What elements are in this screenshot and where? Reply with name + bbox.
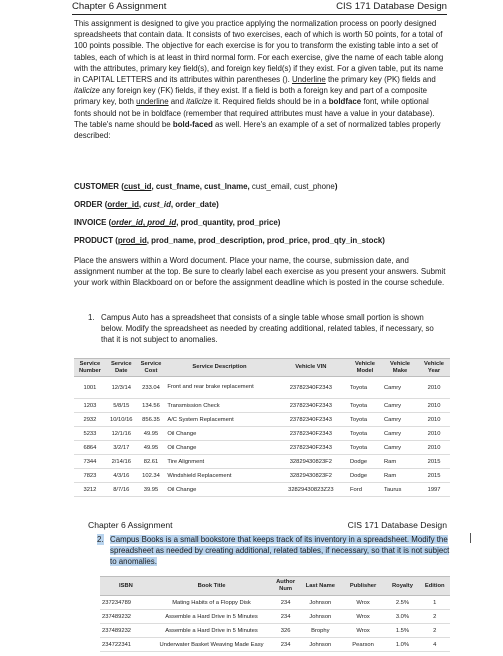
- cell: Toyota: [348, 413, 382, 427]
- col-edition: Edition: [419, 577, 450, 596]
- cell: 2015: [418, 455, 450, 469]
- cell: 326: [271, 624, 300, 638]
- cell: Camry: [382, 427, 418, 441]
- cell: Assemble a Hard Drive in 5 Minutes: [152, 624, 271, 638]
- cell: Camry: [382, 399, 418, 413]
- books-spreadsheet: [100, 576, 450, 652]
- schema-order-pk: order_id: [107, 200, 139, 209]
- col-royalty: Royalty: [385, 577, 419, 596]
- schema-product: PRODUCT (prod_id, prod_name, prod_description, prod_price, prod_qty_in_stock): [74, 236, 385, 245]
- cell: 134.56: [137, 399, 166, 413]
- table-row: [74, 483, 450, 497]
- cell: Ram: [382, 469, 418, 483]
- header-2-course: CIS 171 Database Design: [347, 520, 447, 530]
- schema-customer-close: ): [334, 182, 338, 191]
- intro-text-1: This assignment is designed to give you practice applying the normalization process on poorly designed spreadsheets that contain data. It consists of two exercises, each of which is worth 50 points, for a total of 100 points possible. The objective for each exercise is for you to transform the existing table into a set of tables, each of which is at least in third normal form. For each exercise, give the name of each table along with the attributes, primary key field(s), and foreign key field(s) if they exist. For a given table, put its name in CAPITAL LETTERS and its attributes within parentheses ().: [74, 19, 444, 85]
- header-course: CIS 171 Database Design: [336, 1, 447, 12]
- text-cursor: [470, 533, 471, 543]
- col-last-name: Last Name: [300, 577, 341, 596]
- intro-paragraph: [74, 18, 447, 141]
- cell: 2015: [418, 469, 450, 483]
- intro-text-and: and: [168, 97, 187, 107]
- cell: Wrox: [341, 596, 386, 610]
- schema-invoice-pk1: order_id: [111, 218, 143, 227]
- cell: 2010: [418, 399, 450, 413]
- cell: Transmission Check: [165, 399, 273, 413]
- cell: Front and rear brake replacement: [165, 377, 273, 399]
- cell: 234722341: [100, 638, 152, 652]
- intro-text-5: font, while optional fonts should not be in boldface (remember that required attributes must have a value in your database). The table's name should be: [74, 97, 435, 129]
- cell: 32829430823Z23: [274, 483, 348, 497]
- cell: 6864: [74, 441, 106, 455]
- cell: 233.04: [137, 377, 166, 399]
- table-row: [100, 638, 450, 652]
- intro-text-3: any foreign key (FK) fields, if they exist. If a field is both a foreign key and part of a composite primary key, both: [74, 86, 428, 107]
- schema-product-fields: , prod_name, prod_description, prod_price, prod_qty_in_stock): [146, 236, 385, 245]
- table-row: [100, 596, 450, 610]
- cell: 2: [419, 610, 450, 624]
- col-vehicle-vin: Vehicle VIN: [274, 359, 348, 377]
- schema-invoice-pk2: prod_id: [147, 218, 177, 227]
- cell: Toyota: [348, 427, 382, 441]
- cell: A/C System Replacement: [165, 413, 273, 427]
- cell: 1997: [418, 483, 450, 497]
- cell: 23782340F2343: [274, 427, 348, 441]
- cell: 4/3/16: [106, 469, 137, 483]
- schema-customer-pk: cust_id: [123, 182, 152, 191]
- cell: 2010: [418, 441, 450, 455]
- cell: 1.5%: [385, 624, 419, 638]
- col-book-title: Book Title: [152, 577, 271, 596]
- cell: Toyota: [348, 377, 382, 399]
- intro-italic-word-2: italicize: [186, 97, 213, 107]
- intro-italic-word: italicize: [74, 86, 100, 96]
- cell: 3/2/17: [106, 441, 137, 455]
- table-row: [74, 455, 450, 469]
- cell: 5/8/15: [106, 399, 137, 413]
- cell: Mating Habits of a Floppy Disk: [152, 596, 271, 610]
- exercise-1: [88, 312, 448, 352]
- col-service-description: Service Description: [165, 359, 273, 377]
- cell: 2932: [74, 413, 106, 427]
- table-row: [74, 441, 450, 455]
- schema-order-name: ORDER: [74, 200, 103, 209]
- cell: 23782340F2343: [274, 413, 348, 427]
- cell: Camry: [382, 377, 418, 399]
- cell: 1001: [74, 377, 106, 399]
- cell: 237234789: [100, 596, 152, 610]
- cell: Assemble a Hard Drive in 5 Minutes: [152, 610, 271, 624]
- cell: Windshield Replacement: [165, 469, 273, 483]
- cell: Wrox: [341, 610, 386, 624]
- cell: 23782340F2343: [274, 441, 348, 455]
- table-row: [74, 469, 450, 483]
- cell: Oil Change: [165, 483, 273, 497]
- schema-order-fields: , order_date): [170, 200, 219, 209]
- cell: 12/1/16: [106, 427, 137, 441]
- intro-bold-word: boldface: [328, 97, 362, 107]
- exercise-2: [97, 534, 451, 570]
- col-publisher: Publisher: [341, 577, 386, 596]
- intro-text-4: it. Required fields should be in a: [212, 97, 329, 107]
- schema-order-fk: cust_id: [143, 200, 171, 209]
- schema-product-pk: prod_id: [117, 236, 147, 245]
- cell: Ford: [348, 483, 382, 497]
- cell: Camry: [382, 413, 418, 427]
- cell: Ram: [382, 455, 418, 469]
- cell: Camry: [382, 441, 418, 455]
- cell: Oil Change: [165, 441, 273, 455]
- table-row: [74, 377, 450, 399]
- intro-underline-word-2: underline: [136, 97, 169, 107]
- table-row: [100, 610, 450, 624]
- cell: 39.95: [137, 483, 166, 497]
- cell: 7823: [74, 469, 106, 483]
- page-header: [72, 0, 447, 15]
- cell: Oil Change: [165, 427, 273, 441]
- cell: 2010: [418, 377, 450, 399]
- table-row: [74, 399, 450, 413]
- cell: 234: [271, 596, 300, 610]
- cell: Tire Alignment: [165, 455, 273, 469]
- cell: 2: [419, 624, 450, 638]
- table-header-row: [74, 359, 450, 377]
- col-service-cost: Service Cost: [137, 359, 166, 377]
- col-service-date: Service Date: [106, 359, 137, 377]
- cell: 5233: [74, 427, 106, 441]
- schema-product-name: PRODUCT: [74, 236, 114, 245]
- intro-text-6: as well. Here's an example of a set of normalized tables properly described:: [74, 119, 441, 141]
- cell: 12/3/14: [106, 377, 137, 399]
- cell: 1203: [74, 399, 106, 413]
- cell: Pearson: [341, 638, 386, 652]
- cell: 4: [419, 638, 450, 652]
- schema-customer-name: CUSTOMER: [74, 182, 120, 191]
- cell: Johnson: [300, 638, 341, 652]
- col-isbn: ISBN: [100, 577, 152, 596]
- cell: 23782340F2343: [274, 377, 348, 399]
- cell: 2.5%: [385, 596, 419, 610]
- schema-invoice-name: INVOICE: [74, 218, 107, 227]
- header-2-chapter: Chapter 6 Assignment: [88, 520, 173, 530]
- col-author-num: Author Num: [271, 577, 300, 596]
- cell: 102.34: [137, 469, 166, 483]
- table-row: [74, 413, 450, 427]
- exercise-2-text: Campus Books is a small bookstore that keeps track of its inventory in a spreadsheet. Modify the spreadsheet as needed by creating additional, related tables, if necessary, so that it is not subject to anomalies.: [110, 535, 450, 567]
- cell: 8/7/16: [106, 483, 137, 497]
- intro-bold-word-2: bold-faced: [172, 119, 213, 129]
- col-service-number: Service Number: [74, 359, 106, 377]
- schema-invoice-fields: , prod_quantity, prod_price): [176, 218, 281, 227]
- table-header-row: [100, 577, 450, 596]
- schema-customer: CUSTOMER (cust_id, cust_fname, cust_lname, cust_email, cust_phone): [74, 182, 338, 191]
- schema-order: ORDER (order_id, cust_id, order_date): [74, 200, 219, 209]
- cell: 49.95: [137, 427, 166, 441]
- service-spreadsheet: [74, 358, 450, 497]
- cell: 7344: [74, 455, 106, 469]
- intro-text-2: the primary key (PK) fields and: [325, 75, 436, 85]
- table-row: [74, 427, 450, 441]
- cell: 32829430823F2: [274, 469, 348, 483]
- cell: 234: [271, 638, 300, 652]
- cell: Dodge: [348, 469, 382, 483]
- page-header-2: [88, 519, 447, 531]
- cell: 23782340F2343: [274, 399, 348, 413]
- cell: Johnson: [300, 610, 341, 624]
- cell: 2/14/16: [106, 455, 137, 469]
- cell: 3212: [74, 483, 106, 497]
- cell: 10/10/16: [106, 413, 137, 427]
- cell: Johnson: [300, 596, 341, 610]
- cell: 237489232: [100, 624, 152, 638]
- table-row: [100, 624, 450, 638]
- cell: Dodge: [348, 455, 382, 469]
- cell: 856.35: [137, 413, 166, 427]
- cell: Wrox: [341, 624, 386, 638]
- cell: 234: [271, 610, 300, 624]
- schema-invoice: INVOICE (order_id, prod_id, prod_quantity, prod_price): [74, 218, 281, 227]
- cell: Toyota: [348, 399, 382, 413]
- col-vehicle-year: Vehicle Year: [418, 359, 450, 377]
- cell: 32829430823F2: [274, 455, 348, 469]
- exercise-1-text: Campus Auto has a spreadsheet that consists of a single table whose small portion is shown below. Modify the spreadsheet as needed by creating additional, related tables, if necessary, so that it is not subject to anomalies.: [101, 313, 434, 345]
- schema-customer-optional: cust_email, cust_phone: [251, 182, 335, 191]
- exercise-2-number: 2.: [97, 535, 104, 544]
- cell: 2010: [418, 427, 450, 441]
- cell: Taurus: [382, 483, 418, 497]
- cell: 237489232: [100, 610, 152, 624]
- cell: Underwater Basket Weaving Made Easy: [152, 638, 271, 652]
- col-vehicle-model: Vehicle Model: [348, 359, 382, 377]
- header-chapter: Chapter 6 Assignment: [72, 1, 167, 12]
- exercise-1-number: 1.: [88, 313, 95, 322]
- instructions-paragraph: Place the answers within a Word document. Place your name, the course, submission date, and assignment number at the top. Be sure to clearly label each exercise as you present your answers. Submit your work within Blackboard on or before the assignment deadline which is posted in the course schedule.: [74, 256, 446, 288]
- intro-underline-word: Underline: [291, 75, 326, 85]
- cell: Brophy: [300, 624, 341, 638]
- cell: 2010: [418, 413, 450, 427]
- exercise-2-text-wrap: [110, 534, 455, 568]
- schema-customer-fields: , cust_fname, cust_lname,: [151, 182, 252, 191]
- cell: Toyota: [348, 441, 382, 455]
- cell: 1: [419, 596, 450, 610]
- cell: 3.0%: [385, 610, 419, 624]
- col-vehicle-make: Vehicle Make: [382, 359, 418, 377]
- cell: 49.95: [137, 441, 166, 455]
- cell: 1.0%: [385, 638, 419, 652]
- cell: 82.61: [137, 455, 166, 469]
